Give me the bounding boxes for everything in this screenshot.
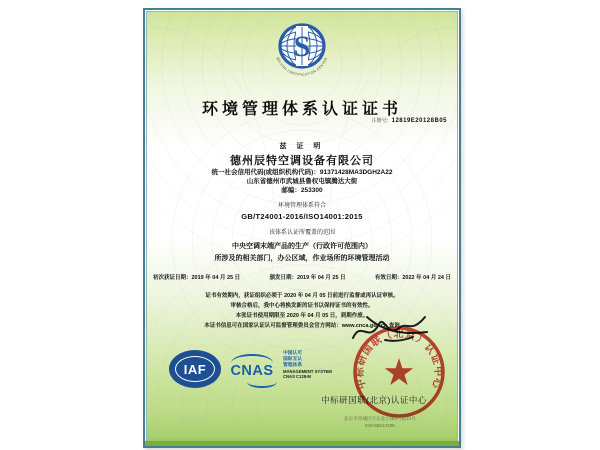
issuer-name: 中标研国联(北京)认证中心: [321, 395, 427, 405]
issuer-logo: [145, 22, 459, 87]
fine-print-line-2: 审核合格后，我中心将换发新的证书以保持证书的有效性。: [230, 303, 374, 309]
certificate-title: 环境管理体系认证证书: [201, 101, 402, 118]
issuer-phone: 010-68017408: [365, 422, 395, 428]
scope-line-1: 中央空调末端产品的生产（行政许可范围内）: [232, 243, 372, 250]
company-name: 德州辰特空调设备有限公司: [230, 155, 374, 167]
fine-print-line-1: 证书有效期内，获证组织必须于 2020 年 04 月 05 日前进行监督或再认证审核。: [205, 293, 399, 299]
company-address-line: 山东省德州市武城县鲁权屯镇腾达大街: [246, 178, 358, 185]
dates-row: [145, 273, 459, 281]
cnas-text-block: [283, 351, 332, 379]
registration-label: 注册号：: [371, 118, 392, 124]
iaf-logo: [169, 350, 221, 388]
cnas-en-2: CNAS C128-M: [283, 374, 311, 380]
seal-star-icon: [385, 358, 413, 385]
issue-date: 颁发日期：2019 年 04 月 25 日: [269, 275, 346, 281]
bottom-green-strip: [145, 441, 459, 446]
globe-logo-icon: [267, 22, 337, 82]
cnas-zh-1: 中国认可: [283, 351, 303, 356]
credit-code-line: 统一社会信用代码(或组织机构代码)：91371428MA3DGH2A22: [211, 169, 393, 176]
cnas-zh-3: 管理体系: [283, 362, 303, 368]
postcode-line: 邮编：253300: [281, 187, 323, 194]
issuer-address-block: [305, 416, 455, 430]
certify-heading: 兹 证 明: [279, 143, 325, 150]
scope-line-2: 所涉及的相关部门，办公区域，作业场所的环境管理活动: [214, 255, 390, 262]
system-conform-line: 环境管理体系符合: [277, 203, 326, 209]
cnas-en-1: MANAGEMENT SYSTEM: [283, 368, 332, 374]
cnas-zh-2: 国际互认: [283, 356, 303, 362]
scope-label: 该体系认证所覆盖的范围: [268, 230, 335, 236]
iaf-label: IAF: [183, 361, 207, 377]
issuer-seal: [351, 324, 447, 425]
cnas-label: CNAS: [230, 363, 274, 379]
standard-line: GB/T24001-2016/ISO14001:2015: [241, 212, 363, 221]
valid-until-date: 有效日期：2022 年 04 月 24 日: [374, 275, 451, 281]
svg-text:S: S: [293, 30, 311, 63]
cnas-arc-top: [231, 354, 273, 372]
registration-number: [372, 117, 447, 124]
registration-value: 12819E20128B05: [391, 118, 447, 124]
cnas-logo: [225, 354, 279, 388]
first-issue-date: 初次获证日期：2019 年 04 月 25 日: [153, 275, 241, 281]
logo-caption: BEIJING CERTIFICATION CENTER: [275, 56, 329, 77]
issuer-address: 北京市西城区月坛北小街4号院21号: [344, 416, 416, 421]
fine-print-line-4: 本证书信息可在国家认证认可监督管理委员会官方网站：www.cnca.gov.cn 查询: [204, 323, 400, 329]
cnas-arc-bottom: [247, 376, 277, 388]
fine-print-line-3: 本张证书使用期限至 2020 年 04 月 05 日，到期作废。: [235, 313, 369, 319]
seal-text: 中标研国联（北京）认证中心: [354, 329, 444, 391]
certificate: [143, 8, 461, 448]
